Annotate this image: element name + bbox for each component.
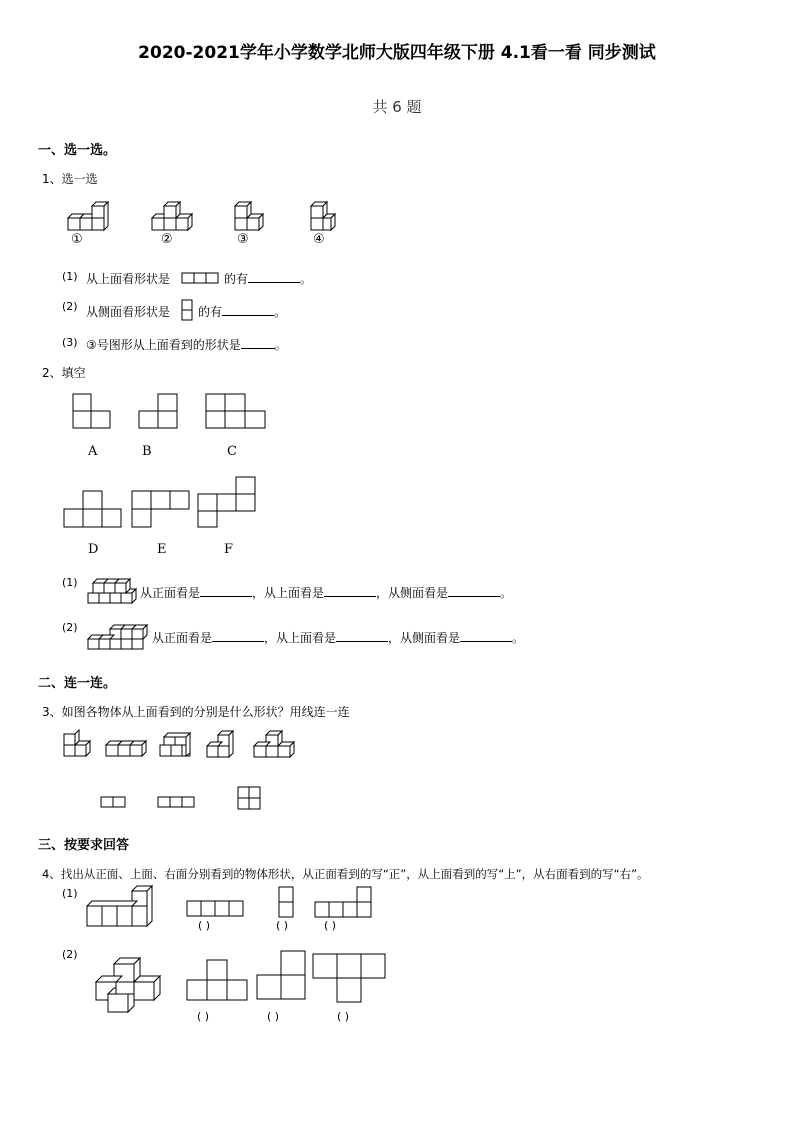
shape-b-label: B: [142, 444, 152, 459]
q2-sub2-top-blank[interactable]: [336, 630, 388, 642]
q4-sub2-num: (2): [62, 948, 78, 961]
shape-c-label: C: [227, 444, 237, 459]
q2-sub1-side-blank[interactable]: [448, 585, 500, 597]
shape-b: [138, 393, 180, 429]
q2-sub1-text: 从正面看是 ，从上面看是 ，从侧面看是 。: [140, 586, 513, 600]
q4-sub1-answer-3[interactable]: ( ): [324, 919, 337, 932]
q3-object-1: [62, 733, 94, 759]
shape-c: [205, 393, 267, 429]
q1-sub1-post: 的有 。: [224, 272, 313, 286]
q4-sub1-view-2: [278, 886, 294, 918]
q1-sub1-num: (1): [62, 270, 78, 283]
question-1-label: 1、选一选: [42, 172, 98, 186]
q2-sub2-num: (2): [62, 621, 78, 634]
question-count: 共 6 题: [372, 98, 422, 116]
q1-sub1-text: 从上面看形状是: [86, 272, 171, 286]
q1-sub1-answer-blank[interactable]: [248, 271, 300, 283]
q4-sub2-object: [94, 957, 162, 1015]
figure-4-label: ④: [313, 232, 325, 247]
q3-object-5: [252, 730, 294, 760]
q4-sub2-view-2: [256, 950, 306, 1000]
q4-sub2-view-3: [312, 953, 386, 1003]
q3-object-2: [104, 739, 148, 759]
q2-sub1-top-blank[interactable]: [324, 585, 376, 597]
q4-sub1-answer-2[interactable]: ( ): [276, 919, 289, 932]
q1-sub3-text: ③号图形从上面看到的形状是 。: [86, 338, 287, 352]
question-4-label: 4、找出从正面、上面、右面分别看到的物体形状，从正面看到的写“正”，从上面看到的写“上”，从右面看到的写“右”。: [42, 867, 649, 881]
section-heading-2: 二、连一连。: [38, 676, 117, 691]
q4-sub1-num: (1): [62, 887, 78, 900]
q4-sub1-view-1: [186, 900, 244, 918]
q4-sub1-answer-1[interactable]: ( ): [198, 919, 211, 932]
figure-2-label: ②: [161, 232, 173, 247]
q1-sub3-num: (3): [62, 336, 78, 349]
section-heading-3: 三、按要求回答: [38, 838, 130, 853]
q1-sub2-post: 的有 。: [198, 305, 287, 319]
page-title: 2020-2021学年小学数学北师大版四年级下册 4.1看一看 同步测试: [138, 43, 656, 63]
q2-sub2-cubes: [86, 620, 150, 652]
q3-top-view-2: [157, 796, 195, 808]
q2-sub1-cubes: [86, 576, 138, 606]
q1-sub1-shape: [181, 272, 219, 284]
shape-a: [72, 393, 114, 429]
shape-d-label: D: [88, 542, 99, 557]
shape-e: [131, 490, 191, 528]
question-2-label: 2、填空: [42, 366, 86, 380]
q1-sub2-num: (2): [62, 300, 78, 313]
q2-sub1-front-blank[interactable]: [200, 585, 252, 597]
q3-object-3: [158, 733, 194, 759]
q3-top-view-1: [100, 796, 126, 808]
shape-f: [197, 476, 257, 528]
q4-sub2-answer-2[interactable]: ( ): [267, 1010, 280, 1023]
q4-sub1-object: [85, 886, 155, 930]
q1-sub2-text: 从侧面看形状是: [86, 305, 171, 319]
section-heading-1: 一、选一选。: [38, 143, 117, 158]
shape-d: [63, 490, 123, 528]
q2-sub2-front-blank[interactable]: [212, 630, 264, 642]
figure-3-label: ③: [237, 232, 249, 247]
q3-top-view-3: [237, 786, 261, 810]
figure-1-cubes: [66, 204, 110, 234]
q4-sub2-view-1: [186, 959, 248, 1001]
q1-sub2-answer-blank[interactable]: [222, 304, 274, 316]
shape-e-label: E: [157, 542, 167, 557]
q3-object-4: [205, 730, 237, 760]
figure-1-label: ①: [71, 232, 83, 247]
q4-sub2-answer-1[interactable]: ( ): [197, 1010, 210, 1023]
q2-sub2-text: 从正面看是 ，从上面看是 ，从侧面看是 。: [152, 631, 525, 645]
figure-4-cubes: [309, 202, 337, 234]
q2-sub2-side-blank[interactable]: [460, 630, 512, 642]
q4-sub1-view-3: [314, 886, 372, 918]
q1-sub3-answer-blank[interactable]: [241, 337, 275, 349]
q4-sub2-answer-3[interactable]: ( ): [337, 1010, 350, 1023]
shape-a-label: A: [88, 444, 98, 459]
figure-2-cubes: [150, 204, 194, 234]
shape-f-label: F: [224, 542, 234, 557]
q2-sub1-num: (1): [62, 576, 78, 589]
question-3-label: 3、如图各物体从上面看到的分别是什么形状？用线连一连: [42, 705, 350, 719]
figure-3-cubes: [233, 202, 265, 234]
q1-sub2-shape: [181, 299, 193, 321]
